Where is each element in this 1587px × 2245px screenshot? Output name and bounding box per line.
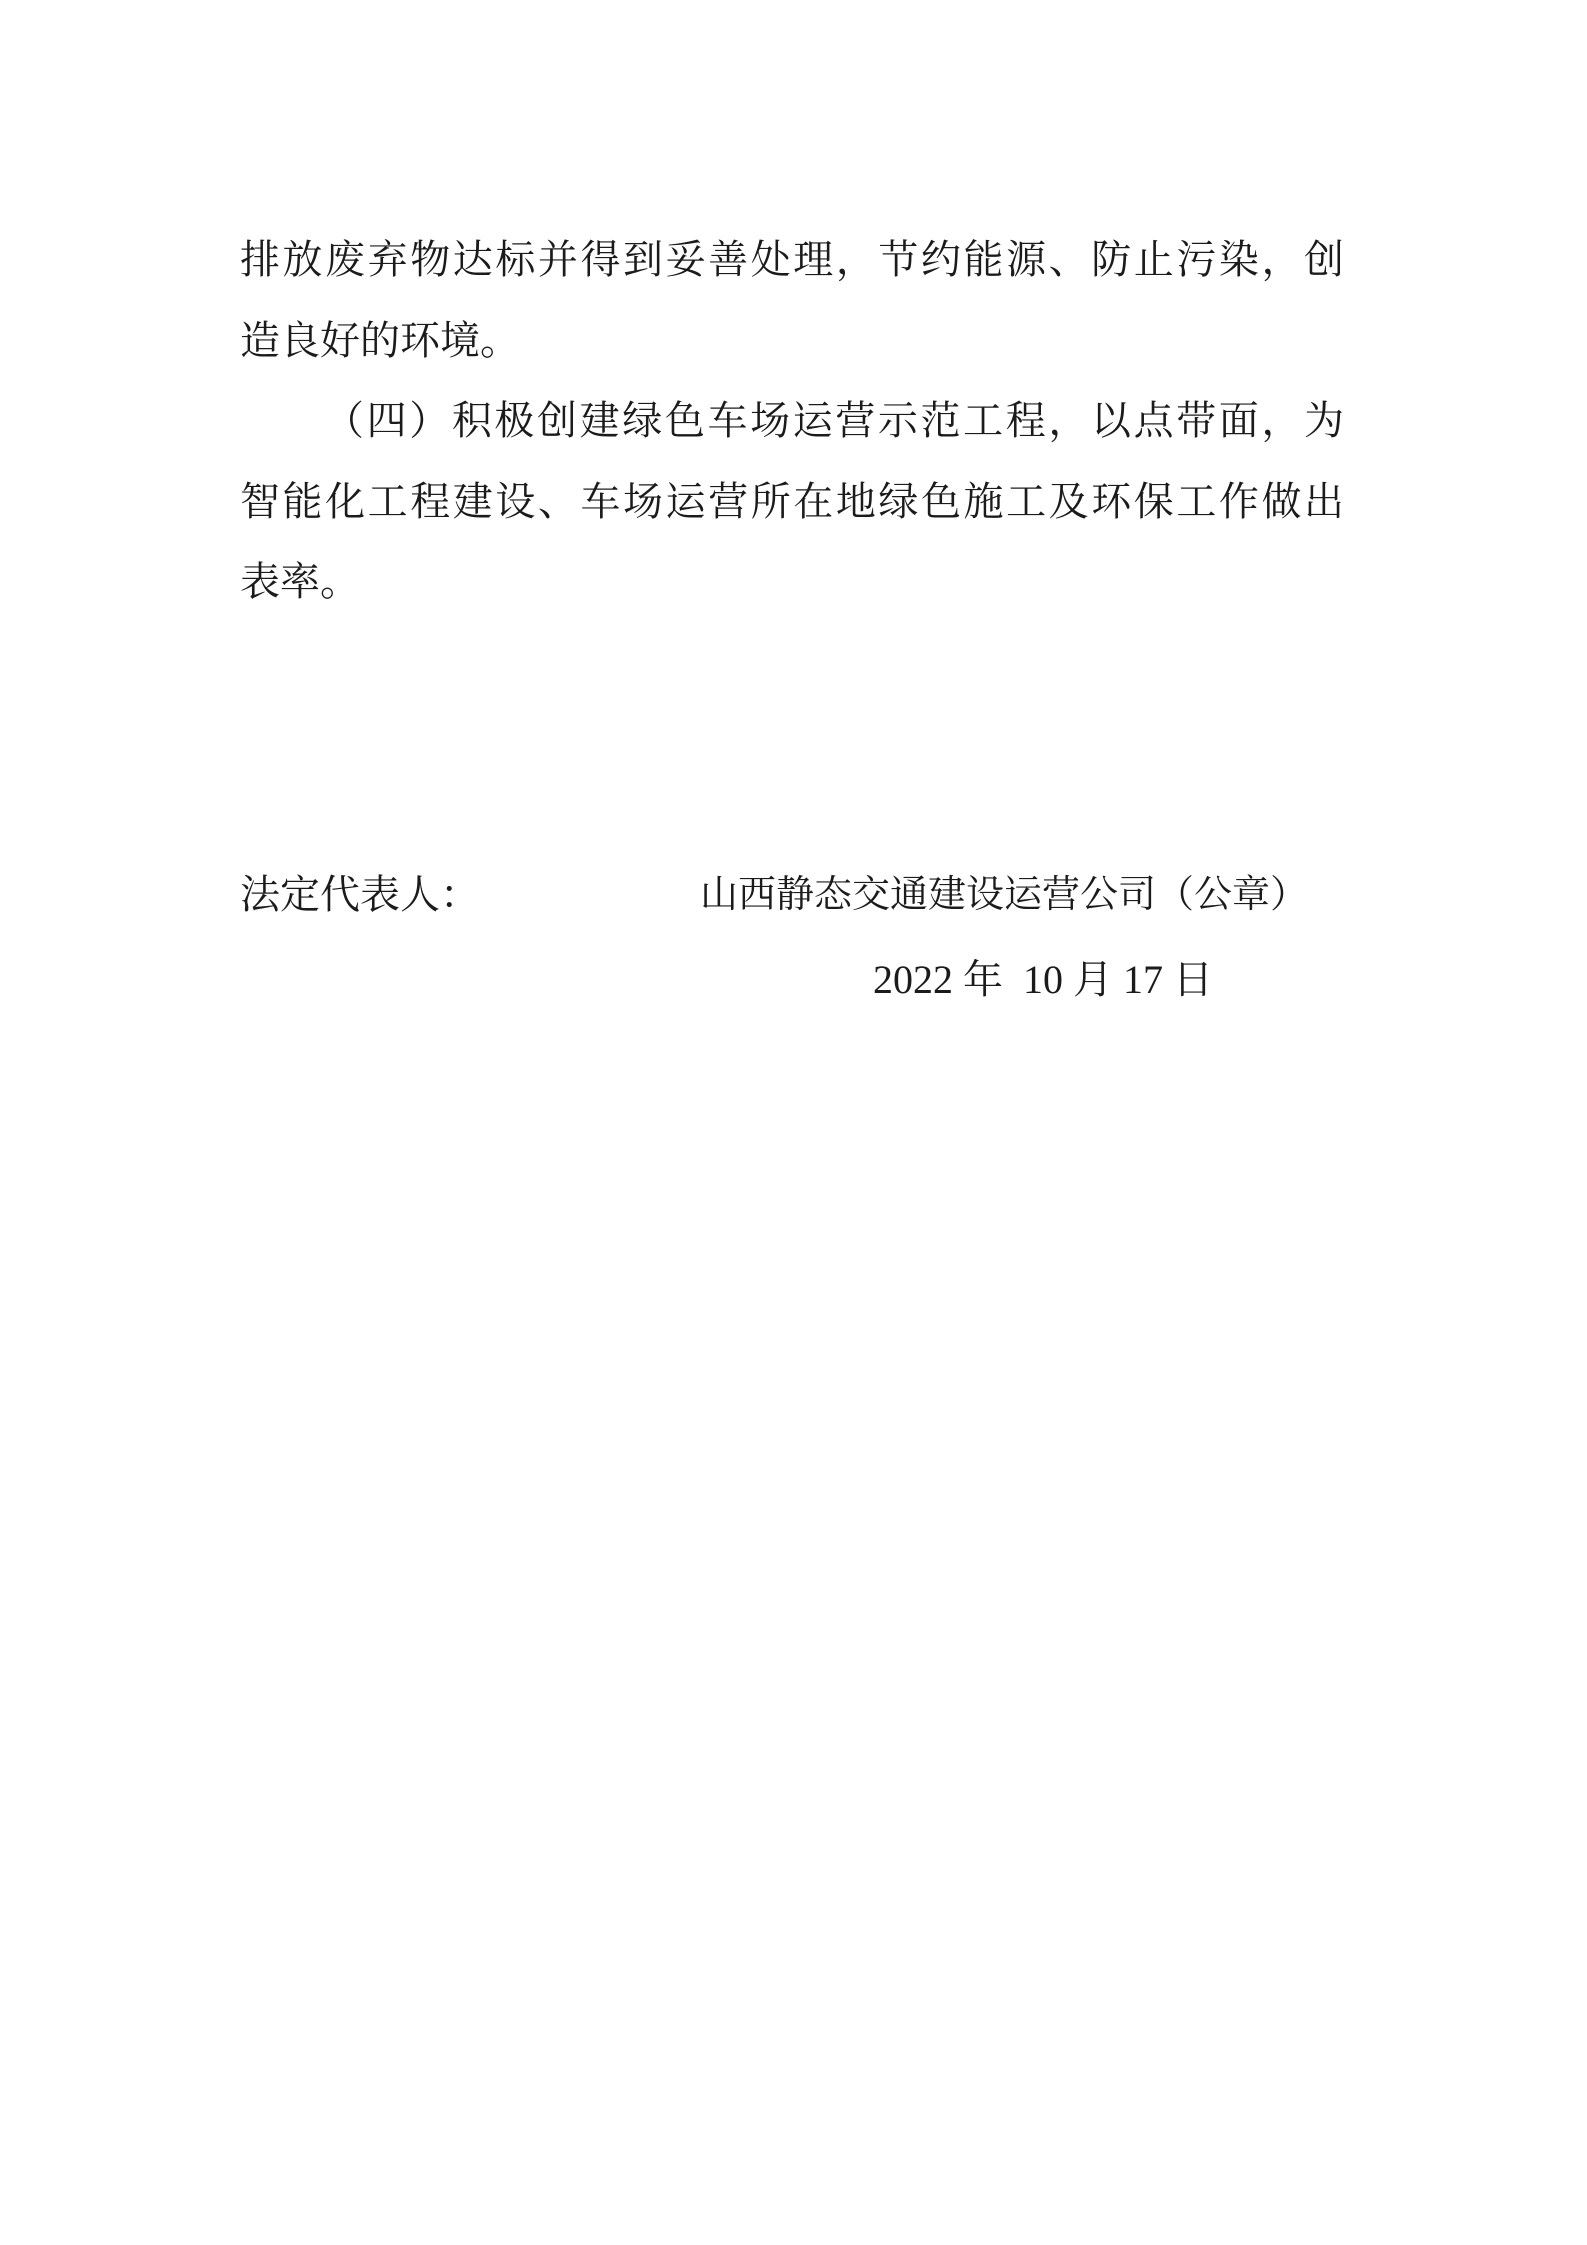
body-line-5: 表率。 [240,559,360,604]
body-line-4: 智能化工程建设、车场运营所在地绿色施工及环保工作做出 [240,478,1344,524]
signature-row [240,855,1350,935]
document-date: 2022 年 10 月 17 日 [873,957,1213,1002]
legal-representative-label: 法定代表人： [240,872,480,917]
company-seal-name: 山西静态交通建设运营公司（公章） [700,874,1309,916]
date-row [240,940,1344,1020]
document-body [240,220,1344,623]
body-line-2: 造良好的环境。 [240,317,520,363]
body-line-1: 排放废弃物达标并得到妥善处理，节约能源、防止污染，创 [240,237,1344,282]
body-line-3-item-four: （四）积极创建绿色车场运营示范工程，以点带面，为 [324,398,1344,443]
